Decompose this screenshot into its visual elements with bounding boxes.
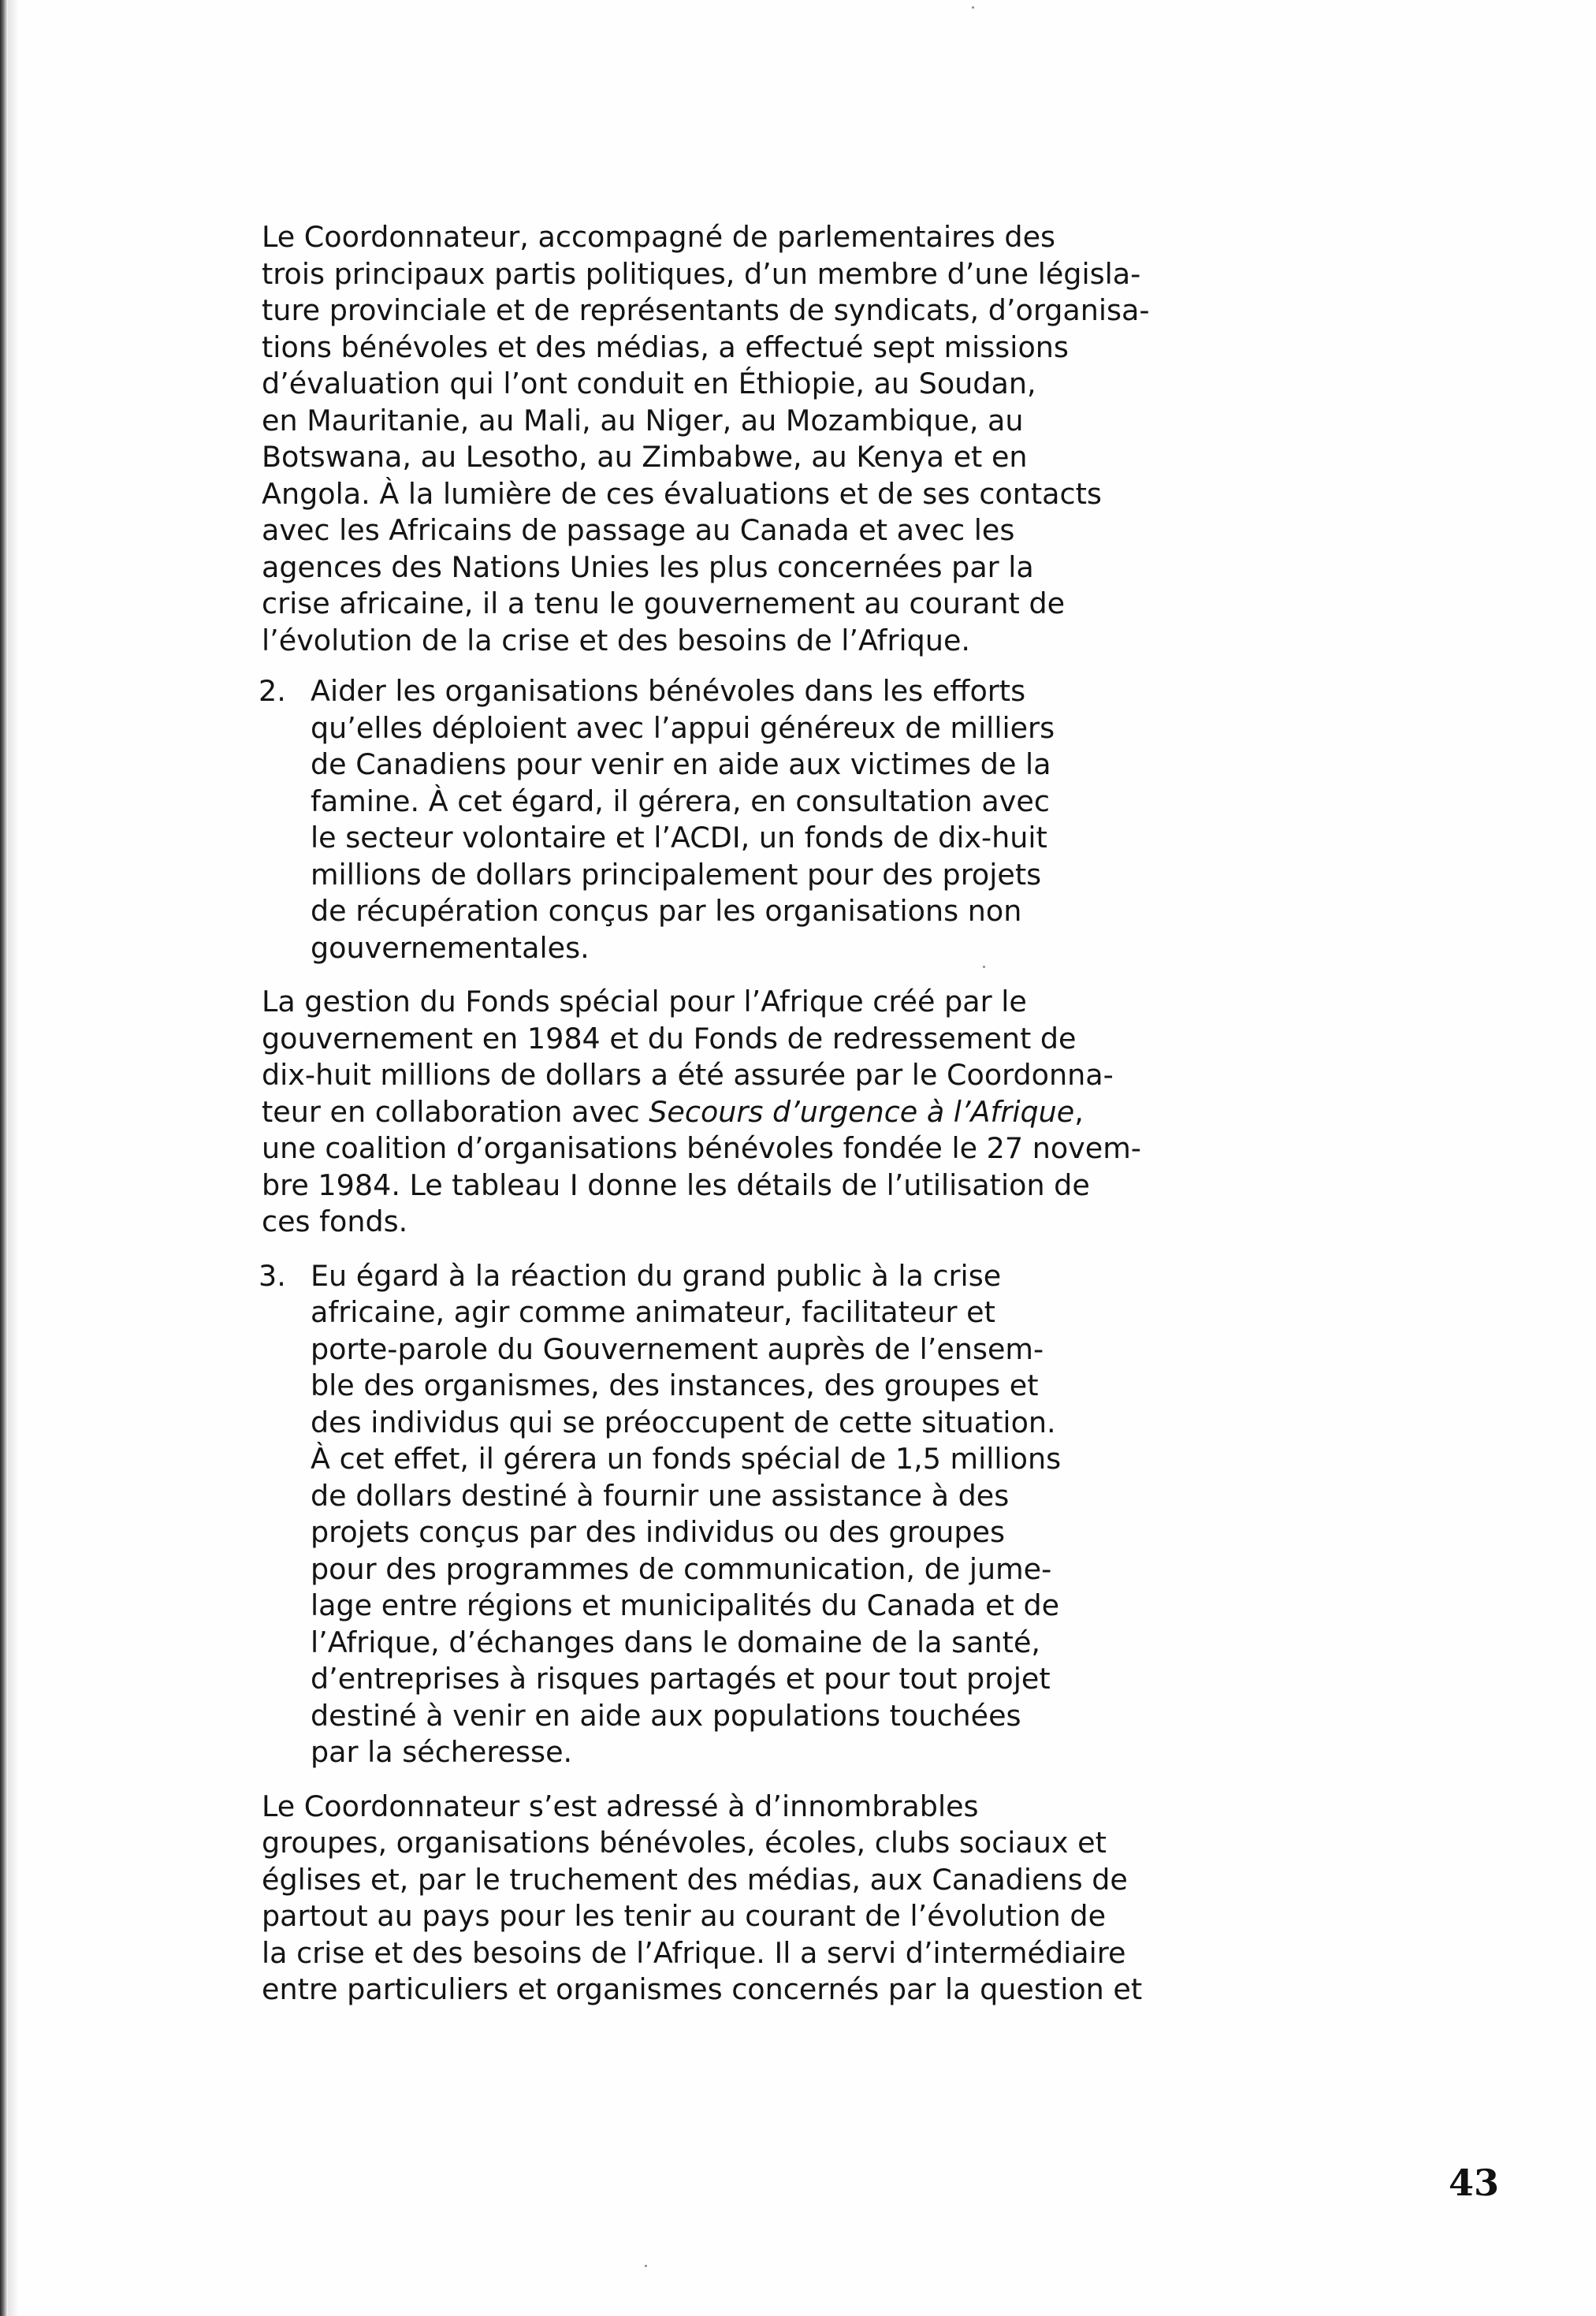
text-line: l’Afrique, d’échanges dans le domaine de la santé, [311, 1625, 1041, 1659]
text-line: avec les Africains de passage au Canada et avec les [262, 513, 1015, 547]
item-number: 3. [259, 1258, 286, 1293]
paragraph-outreach [195, 1789, 1143, 2009]
text-line: partout au pays pour les tenir au courant de l’évolution de [262, 1899, 1107, 1933]
text-line: d’entreprises à risques partagés et pour tout projet [311, 1662, 1051, 1696]
text-line: bre 1984. Le tableau I donne les détails de l’utilisation de [262, 1167, 1090, 1202]
text-line: gouvernement en 1984 et du Fonds de redressement de [262, 1021, 1077, 1056]
numbered-item-2 [195, 673, 1102, 966]
page-number: 43 [1449, 2161, 1500, 2204]
paragraph-fund-management [195, 984, 1141, 1241]
text-line: lage entre régions et municipalités du Canada et de [311, 1588, 1060, 1622]
text-line [195, 1094, 1102, 1131]
text-line: trois principaux partis politiques, d’un membre d’une législa- [262, 256, 1141, 291]
text-line: l’évolution de la crise et des besoins de l’Afrique. [262, 623, 971, 657]
text-line: crise africaine, il a tenu le gouvernement au courant de [262, 586, 1066, 620]
text-line: de Canadiens pour venir en aide aux victimes de la [311, 747, 1051, 781]
text-line: qu’elles déploient avec l’appui généreux de milliers [311, 710, 1055, 745]
text-line: tions bénévoles et des médias, a effectué sept missions [262, 330, 1069, 364]
text-line: d’évaluation qui l’ont conduit en Éthiopie, au Soudan, [262, 367, 1036, 400]
text-line: ble des organismes, des instances, des groupes et [311, 1368, 1039, 1402]
paragraph-coordinator-missions [195, 219, 1150, 659]
text-line: églises et, par le truchement des médias, aux Canadiens de [262, 1862, 1128, 1897]
text-line: groupes, organisations bénévoles, écoles, clubs sociaux et [262, 1826, 1107, 1860]
text-line: le secteur volontaire et l’ACDI, un fonds de dix-huit [311, 821, 1047, 855]
scan-speck [972, 6, 974, 9]
text-line: africaine, agir comme animateur, facilitateur et [311, 1295, 995, 1329]
item-body [311, 1258, 1102, 1771]
text-line: entre particuliers et organismes concernés par la question et [262, 1972, 1143, 2006]
text-segment: teur en collaboration avec [262, 1094, 649, 1129]
numbered-item-3 [195, 1258, 1102, 1771]
text-line: porte-parole du Gouvernement auprès de l’ensem- [311, 1331, 1044, 1366]
text-line: Angola. À la lumière de ces évaluations et de ses contacts [262, 476, 1102, 511]
text-line: projets conçus par des individus ou des groupes [311, 1515, 1006, 1549]
text-line: une coalition d’organisations bénévoles fondée le 27 novem- [262, 1131, 1141, 1165]
text-line: de dollars destiné à fournir une assistance à des [311, 1478, 1010, 1513]
organization-name-italic: Secours d’urgence à l’Afrique [649, 1094, 1075, 1129]
text-line: la crise et des besoins de l’Afrique. Il a servi d’intermédiaire [262, 1935, 1126, 1970]
text-line: Le Coordonnateur s’est adressé à d’innombrables [262, 1789, 979, 1823]
binding-shadow [8, 0, 19, 2316]
text-line: en Mauritanie, au Mali, au Niger, au Mozambique, au [262, 403, 1024, 438]
text-segment: , [1074, 1094, 1084, 1129]
text-line: ture provinciale et de représentants de syndicats, d’organisa- [262, 293, 1150, 327]
text-line: pour des programmes de communication, de jume- [311, 1551, 1052, 1586]
binding-edge [0, 0, 8, 2316]
scan-speck [645, 2265, 647, 2267]
item-body [311, 673, 1102, 966]
text-line: ces fonds. [262, 1205, 408, 1238]
scan-speck [983, 966, 985, 968]
text-line: destiné à venir en aide aux populations touchées [311, 1698, 1021, 1733]
text-line: Le Coordonnateur, accompagné de parlementaires des [262, 220, 1056, 254]
text-line: Eu égard à la réaction du grand public à la crise [311, 1258, 1002, 1293]
text-line: par la sécheresse. [311, 1735, 573, 1769]
text-line: agences des Nations Unies les plus concernées par la [262, 549, 1034, 584]
text-line: Botswana, au Lesotho, au Zimbabwe, au Kenya et en [262, 440, 1028, 474]
text-line: gouvernementales. [311, 930, 590, 965]
text-line: Aider les organisations bénévoles dans les efforts [311, 674, 1026, 708]
text-line: famine. À cet égard, il gérera, en consultation avec [311, 784, 1050, 818]
text-line: dix-huit millions de dollars a été assurée par le Coordonna- [262, 1058, 1114, 1092]
text-line: des individus qui se préoccupent de cette situation. [311, 1405, 1056, 1439]
text-line: de récupération conçus par les organisations non [311, 894, 1022, 928]
text-line: millions de dollars principalement pour des projets [311, 857, 1042, 892]
item-number: 2. [259, 674, 286, 708]
text-line: La gestion du Fonds spécial pour l’Afrique créé par le [262, 985, 1027, 1018]
text-line: À cet effet, il gérera un fonds spécial de 1,5 millions [311, 1442, 1062, 1476]
body-text [195, 219, 1150, 2009]
